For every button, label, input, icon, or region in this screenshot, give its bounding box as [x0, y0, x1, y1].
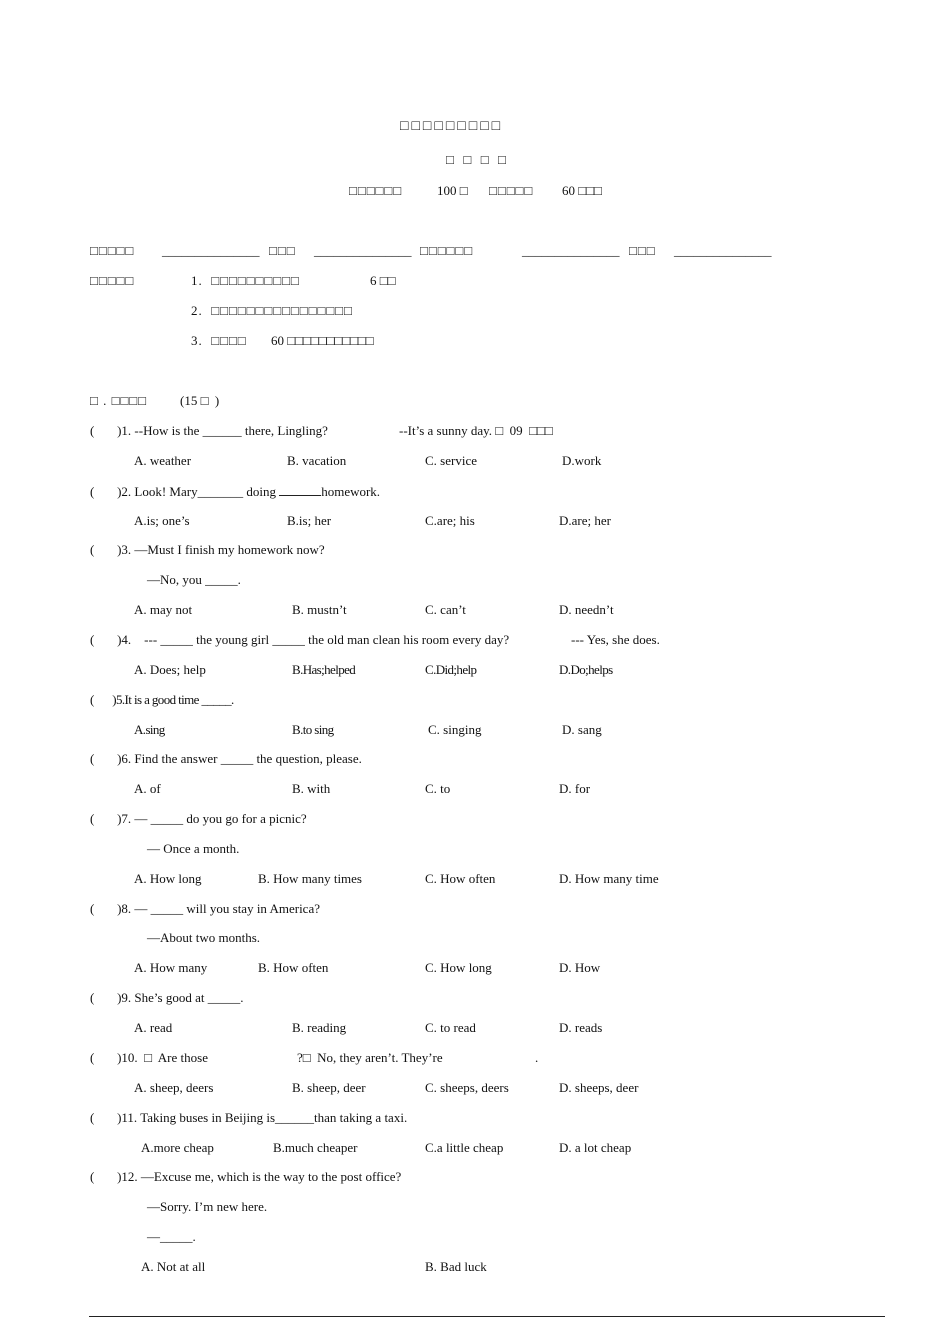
question-2-stem-a: ( )2. Look! Mary_______ doing: [90, 484, 280, 499]
school-blank[interactable]: _______________: [162, 243, 260, 258]
q3-option-a: A. may not: [134, 602, 193, 617]
q4-option-d: D.Do;helps: [559, 662, 613, 677]
question-2-stem-b: homework.: [321, 484, 381, 499]
q3-option-c: C. can’t: [425, 602, 466, 617]
q6-option-c: C. to: [425, 781, 451, 796]
q3-option-d: D. needn’t: [559, 602, 614, 617]
question-11-stem: ( )11. Taking buses in Beijing is______than taking a taxi.: [90, 1110, 408, 1125]
q7-option-a: A. How long: [134, 871, 202, 886]
class-blank[interactable]: _______________: [314, 243, 412, 258]
q8-option-c: C. How long: [425, 960, 492, 975]
q7-option-c: C. How often: [425, 871, 496, 886]
score-label: □□□□□□: [349, 183, 403, 198]
q1-option-a: A. weather: [134, 453, 192, 468]
page-subtitle: □ □ □ □: [446, 152, 507, 167]
q7-option-b: B. How many times: [258, 871, 362, 886]
question-7-stem: ( )7. — _____ do you go for a picnic?: [90, 811, 307, 826]
q11-option-c: C.a little cheap: [425, 1140, 504, 1155]
section-points: (15 □ ): [180, 393, 220, 408]
question-12-reply-2: —_____.: [147, 1229, 196, 1244]
q8-option-d: D. How: [559, 960, 601, 975]
question-3-stem: ( )3. —Must I finish my homework now?: [90, 542, 325, 557]
question-9-stem: ( )9. She’s good at _____.: [90, 990, 244, 1005]
question-12-reply: —Sorry. I’m new here.: [147, 1199, 268, 1214]
q5-option-a: A.sing: [134, 722, 165, 737]
q10-option-c: C. sheeps, deers: [425, 1080, 509, 1095]
name-blank[interactable]: _______________: [522, 243, 620, 258]
q1-option-d: D.work: [562, 453, 602, 468]
question-12-stem: ( )12. —Excuse me, which is the way to the post office?: [90, 1169, 402, 1184]
note-3-suffix: 60 □□□□□□□□□□□: [271, 333, 374, 348]
q11-option-a: A.more cheap: [141, 1140, 214, 1155]
score-value: 100 □: [437, 183, 468, 198]
section-title: □ . □□□□: [90, 393, 148, 408]
q5-option-d: D. sang: [562, 722, 602, 737]
q6-option-a: A. of: [134, 781, 161, 796]
q2-option-a: A.is; one’s: [134, 513, 190, 528]
q6-option-d: D. for: [559, 781, 591, 796]
name-label: □□□□□□: [420, 243, 474, 258]
question-8-stem: ( )8. — _____ will you stay in America?: [90, 901, 320, 916]
q9-option-a: A. read: [134, 1020, 173, 1035]
number-blank[interactable]: _______________: [674, 243, 772, 258]
question-10-stem: ( )10. □ Are those: [90, 1050, 208, 1065]
question-5-stem: ( )5.It is a good time _____.: [90, 692, 234, 707]
q10-option-a: A. sheep, deers: [134, 1080, 214, 1095]
q11-option-d: D. a lot cheap: [559, 1140, 632, 1155]
q2-option-d: D.are; her: [559, 513, 611, 528]
class-label: □□□: [269, 243, 296, 258]
q11-option-b: B.much cheaper: [273, 1140, 358, 1155]
q7-option-d: D. How many time: [559, 871, 659, 886]
note-1-extra: 6 □□: [370, 273, 396, 288]
time-value: 60 □□□: [562, 183, 602, 198]
q5-option-c: C. singing: [428, 722, 482, 737]
q6-option-b: B. with: [292, 781, 331, 796]
q9-option-c: C. to read: [425, 1020, 476, 1035]
question-4-extra: --- Yes, she does.: [571, 632, 660, 647]
question-2-blank: [279, 483, 321, 496]
school-label: □□□□□: [90, 243, 135, 258]
question-2-stem: [90, 483, 380, 500]
q2-option-b: B.is; her: [287, 513, 332, 528]
q1-option-c: C. service: [425, 453, 477, 468]
q1-option-b: B. vacation: [287, 453, 347, 468]
note-3-prefix: 3. □□□□: [191, 333, 247, 348]
q2-option-c: C.are; his: [425, 513, 475, 528]
question-10-end: .: [535, 1050, 539, 1065]
note-1: 1. □□□□□□□□□□: [191, 273, 300, 288]
note-2: 2. □□□□□□□□□□□□□□□□: [191, 303, 353, 318]
q4-option-b: B.Has;helped: [292, 662, 356, 677]
question-7-reply: — Once a month.: [147, 841, 240, 856]
q12-option-a: A. Not at all: [141, 1259, 206, 1274]
question-1-stem: ( )1. --How is the ______ there, Lingling?: [90, 423, 328, 438]
q8-option-b: B. How often: [258, 960, 329, 975]
q10-option-d: D. sheeps, deer: [559, 1080, 639, 1095]
notes-label: □□□□□: [90, 273, 135, 288]
number-label: □□□: [629, 243, 656, 258]
question-8-reply: —About two months.: [147, 930, 261, 945]
question-6-stem: ( )6. Find the answer _____ the question, please.: [90, 751, 362, 766]
question-3-reply: —No, you _____.: [147, 572, 241, 587]
footer-divider: [89, 1316, 885, 1317]
question-10-mid: ?□ No, they aren’t. They’re: [297, 1050, 443, 1065]
q10-option-b: B. sheep, deer: [292, 1080, 366, 1095]
q8-option-a: A. How many: [134, 960, 208, 975]
q12-option-b: B. Bad luck: [425, 1259, 487, 1274]
q5-option-b: B.to sing: [292, 722, 334, 737]
page-title: □□□□□□□□□: [400, 119, 504, 134]
q4-option-a: A. Does; help: [134, 662, 206, 677]
q4-option-c: C.Did;help: [425, 662, 477, 677]
q9-option-d: D. reads: [559, 1020, 603, 1035]
q9-option-b: B. reading: [292, 1020, 347, 1035]
question-4-stem: ( )4. --- _____ the young girl _____ the old man clean his room every day?: [90, 632, 510, 647]
question-1-extra: --It’s a sunny day. □ 09 □□□: [399, 423, 553, 438]
q3-option-b: B. mustn’t: [292, 602, 347, 617]
time-label: □□□□□: [489, 183, 534, 198]
